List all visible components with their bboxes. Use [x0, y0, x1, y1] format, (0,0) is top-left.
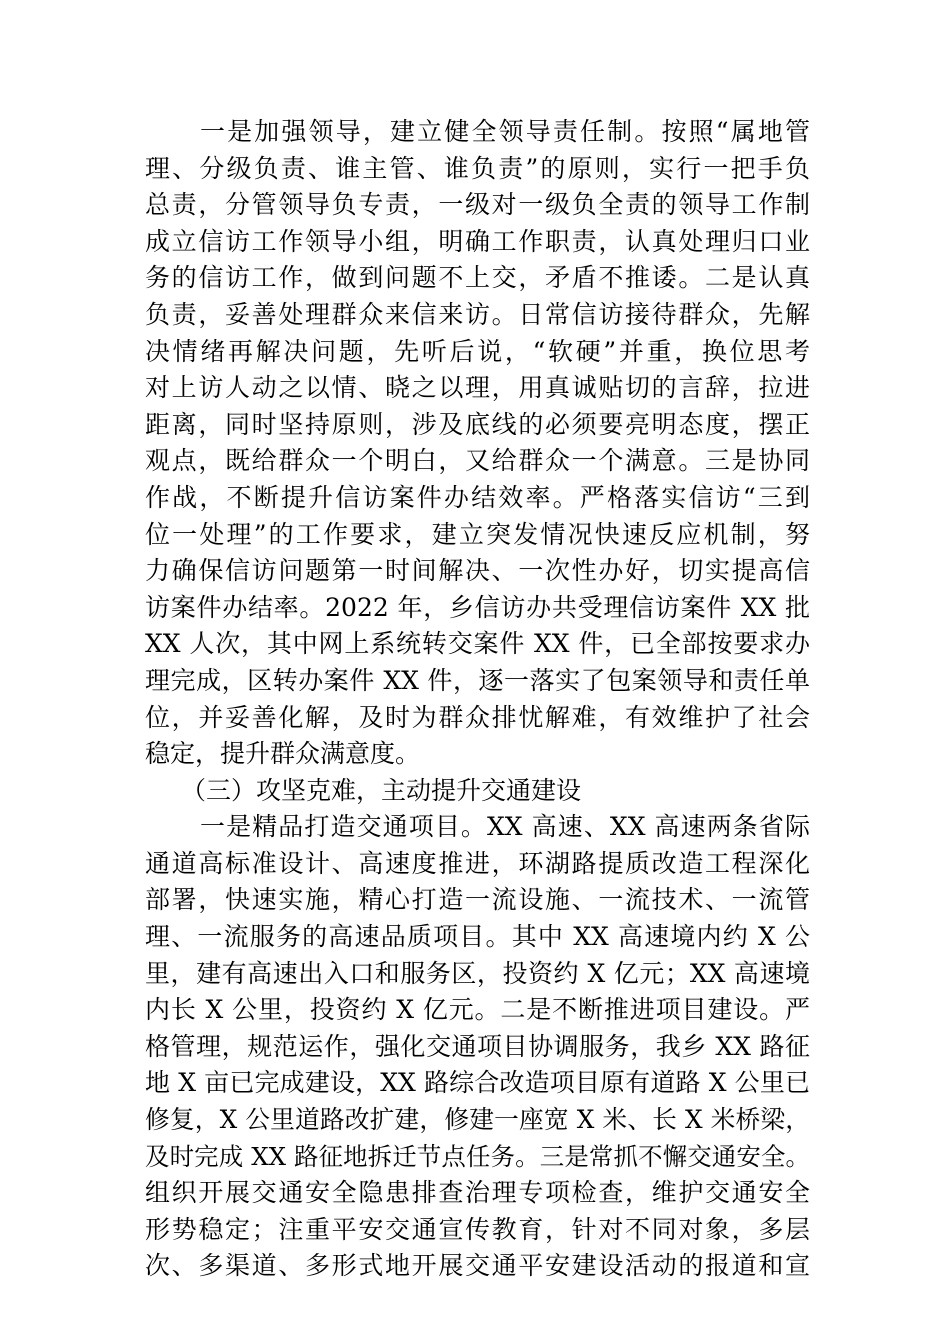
text-line: 位，并妥善化解，及时为群众排忧解难，有效维护了社会: [145, 702, 810, 732]
text-line: 观点，既给群众一个明白，又给群众一个满意。三是协同: [145, 446, 810, 476]
text-line: 一是加强领导，建立健全领导责任制。按照“属地管: [200, 117, 810, 146]
text-line: 务的信访工作，做到问题不上交，矛盾不推诿。二是认真: [145, 263, 810, 293]
text-line: 成立信访工作领导小组，明确工作职责，认真处理归口业: [145, 226, 810, 256]
text-line: 一是精品打造交通项目。XX 高速、XX 高速两条省际: [200, 812, 810, 842]
text-line: 作战，不断提升信访案件办结效率。严格落实信访“三到: [145, 482, 810, 512]
text-line: 地 X 亩已完成建设，XX 路综合改造项目原有道路 X 公里已: [145, 1068, 810, 1098]
text-line: 理完成，区转办案件 XX 件，逐一落实了包案领导和责任单: [145, 665, 810, 695]
text-line: 部署，快速实施，精心打造一流设施、一流技术、一流管: [145, 885, 810, 915]
text-line: 理、一流服务的高速品质项目。其中 XX 高速境内约 X 公: [145, 922, 810, 952]
text-line: 总责，分管领导负专责，一级对一级负全责的领导工作制: [145, 190, 810, 220]
text-line: XX 人次，其中网上系统转交案件 XX 件，已全部按要求办: [145, 629, 810, 659]
text-line: 形势稳定；注重平安交通宣传教育，针对不同对象，多层: [145, 1214, 810, 1244]
text-line: 稳定，提升群众满意度。: [145, 739, 421, 769]
text-line: 访案件办结率。2022 年，乡信访办共受理信访案件 XX 批: [145, 592, 810, 622]
section-heading: （三）攻坚克难，主动提升交通建设: [181, 775, 582, 805]
text-line: 格管理，规范运作，强化交通项目协调服务，我乡 XX 路征: [145, 1031, 810, 1061]
text-line: 里，建有高速出入口和服务区，投资约 X 亿元；XX 高速境: [145, 958, 810, 988]
text-line: 力确保信访问题第一时间解决、一次性办好，切实提高信: [145, 556, 810, 586]
text-line: 决情绪再解决问题，先听后说，“软硬”并重，换位思考: [145, 336, 810, 366]
body-text: [145, 114, 810, 1285]
text-line: 距离，同时坚持原则，涉及底线的必须要亮明态度，摆正: [145, 409, 810, 439]
text-line: 位一处理”的工作要求，建立突发情况快速反应机制，努: [145, 519, 810, 549]
text-line: 及时完成 XX 路征地拆迁节点任务。三是常抓不懈交通安全。: [145, 1141, 810, 1171]
text-line: 理、分级负责、谁主管、谁负责”的原则，实行一把手负: [145, 153, 810, 183]
text-line: 组织开展交通安全隐患排查治理专项检查，维护交通安全: [145, 1178, 810, 1208]
text-line: 内长 X 公里，投资约 X 亿元。二是不断推进项目建设。严: [145, 995, 810, 1025]
text-line: 对上访人动之以情、晓之以理，用真诚贴切的言辞，拉进: [145, 373, 810, 403]
text-line: 次、多渠道、多形式地开展交通平安建设活动的报道和宣: [145, 1251, 810, 1281]
text-line: 修复，X 公里道路改扩建，修建一座宽 X 米、长 X 米桥梁，: [145, 1105, 810, 1135]
text-line: 通道高标准设计、高速度推进，环湖路提质改造工程深化: [145, 848, 810, 878]
text-line: 负责，妥善处理群众来信来访。日常信访接待群众，先解: [145, 299, 810, 329]
